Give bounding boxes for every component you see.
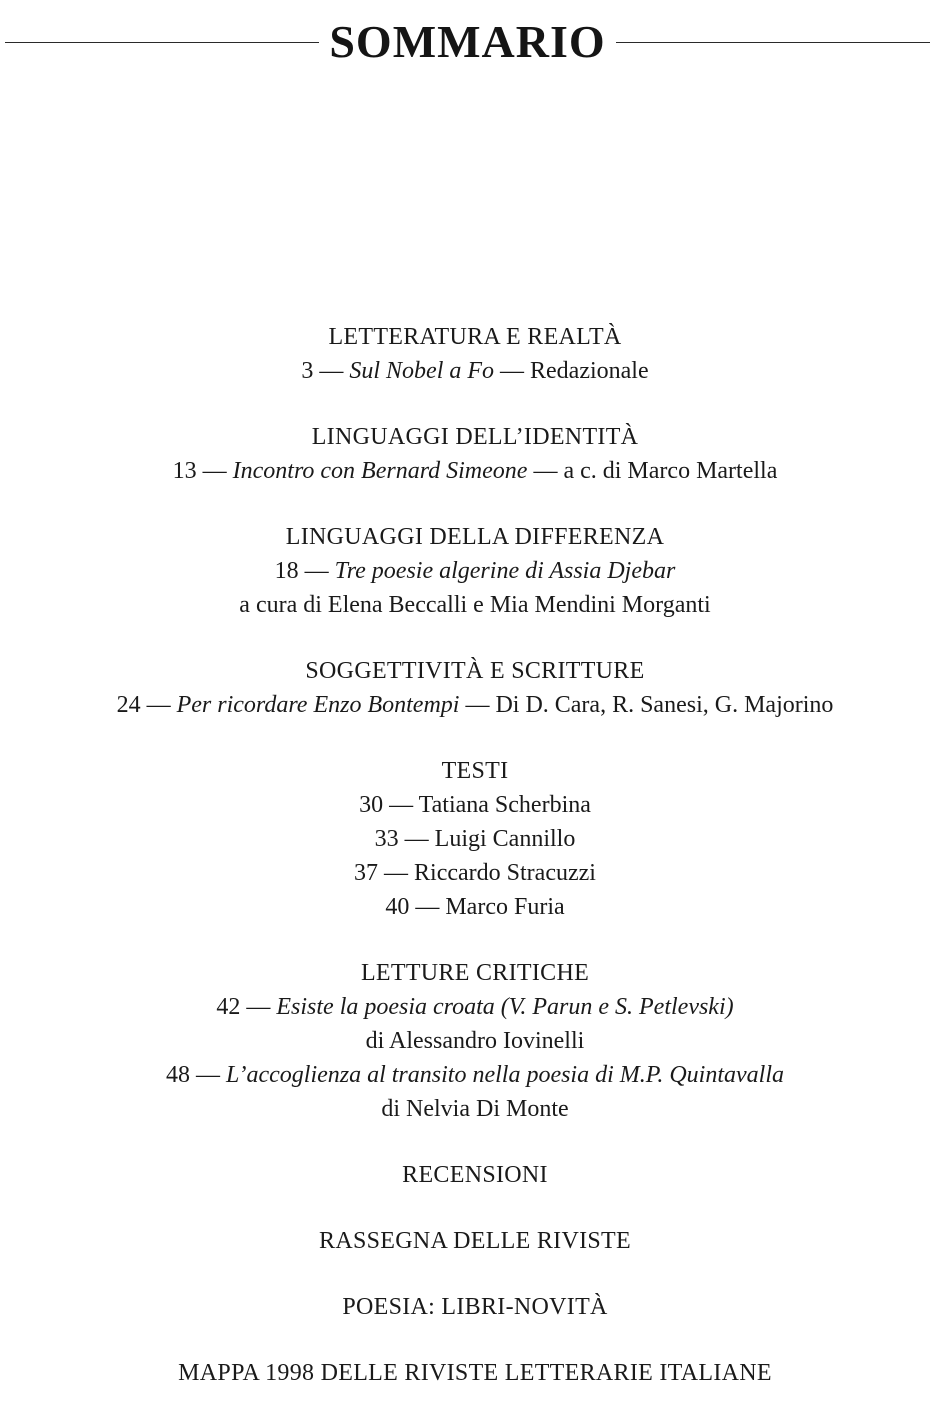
entry-title: Per ricordare Enzo Bontempi [176,692,460,718]
masthead [0,14,950,70]
entry-author: Luigi Cannillo [434,826,576,852]
page-number: 18 [274,558,299,584]
dash: — [319,358,344,384]
page-number: 3 [301,358,314,384]
section-heading: MAPPA 1998 DELLE RIVISTE LETTERARIE ITALIANE [178,1360,772,1386]
page-number: 30 [359,792,384,818]
entry-title: Tre poesie algerine di Assia Djebar [334,558,676,584]
entry-title: Esiste la poesia croata (V. Parun e S. Petlevski) [276,994,734,1020]
left-rule [5,42,319,43]
section-heading: LINGUAGGI DELLA DIFFERENZA [285,524,665,550]
table-of-contents [0,320,950,1390]
entry-author: Tatiana Scherbina [418,792,591,818]
section-heading: RASSEGNA DELLE RIVISTE [319,1228,631,1254]
entry-title-suffix: nella poesia di M.P. Quintavalla [472,1062,784,1088]
toc-entry [0,688,950,722]
page-number: 33 [374,826,399,852]
entry-author: Riccardo Stracuzzi [414,860,596,886]
toc-entry [0,454,950,488]
dash: — [389,792,414,818]
right-rule [616,42,930,43]
section-linguaggi-differenza [0,520,950,622]
toc-entry [0,354,950,388]
entry-author: di Alessandro Iovinelli [365,1028,585,1054]
toc-entry [0,990,950,1024]
section-poesia [0,1290,950,1324]
section-soggettivita-scritture [0,654,950,722]
toc-entry [0,554,950,588]
section-heading: LETTERATURA E REALTÀ [328,324,622,350]
entry-author: Marco Furia [445,894,565,920]
section-recensioni [0,1158,950,1192]
page-number: 24 [116,692,141,718]
page-number: 40 [385,894,410,920]
entry-author: a cura di Elena Beccalli e Mia Mendini Morganti [239,592,711,618]
dash: — [465,692,490,718]
dash: — [500,358,525,384]
page-number: 13 [172,458,197,484]
dash: — [384,860,409,886]
section-heading: LINGUAGGI DELL’IDENTITÀ [311,424,639,450]
toc-entry [0,822,950,856]
section-testi [0,754,950,924]
page-number: 37 [354,860,379,886]
dash: — [533,458,558,484]
entry-author: Redazionale [530,358,649,384]
toc-entry [0,856,950,890]
entry-title: Incontro con Bernard Simeone [232,458,528,484]
dash: — [304,558,329,584]
dash: — [202,458,227,484]
page-number: 42 [216,994,241,1020]
toc-entry [0,788,950,822]
dash: — [246,994,271,1020]
entry-title: L’accoglienza al transito [226,1062,467,1088]
section-rassegna [0,1224,950,1258]
entry-title: Sul Nobel a Fo [349,358,495,384]
section-heading: POESIA: LIBRI-NOVITÀ [342,1294,608,1320]
section-letteratura-e-realta [0,320,950,388]
toc-entry [0,1058,950,1092]
toc-entry [0,890,950,924]
page-number: 48 [166,1062,191,1088]
dash: — [404,826,429,852]
section-mappa [0,1356,950,1390]
dash: — [196,1062,221,1088]
entry-author: a c. di Marco Martella [563,458,778,484]
section-heading: TESTI [441,758,509,784]
section-heading: SOGGETTIVITÀ E SCRITTURE [305,658,645,684]
dash: — [146,692,171,718]
dash: — [415,894,440,920]
entry-author: di Nelvia Di Monte [381,1096,569,1122]
section-linguaggi-identita [0,420,950,488]
page-title: SOMMARIO [329,16,606,67]
section-heading: RECENSIONI [402,1162,548,1188]
section-heading: LETTURE CRITICHE [360,960,590,986]
section-letture-critiche [0,956,950,1126]
entry-author: Di D. Cara, R. Sanesi, G. Majorino [495,692,834,718]
